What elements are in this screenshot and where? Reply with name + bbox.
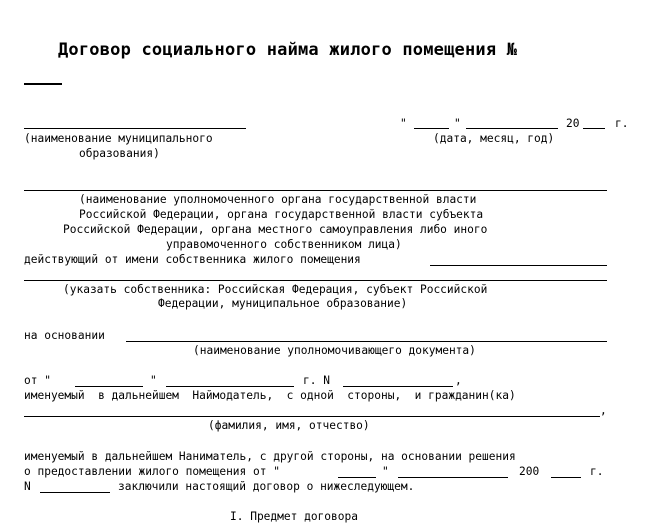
decision-number-line bbox=[40, 492, 110, 493]
quote-open: " bbox=[400, 117, 407, 130]
year-line bbox=[583, 128, 605, 129]
document-title: Договор социального найма жилого помещения № bbox=[58, 40, 518, 60]
year-suffix: г. bbox=[615, 117, 629, 130]
tenant-line-2c: 200 bbox=[519, 465, 540, 478]
basis-year-no: г. N bbox=[303, 374, 330, 387]
day-line bbox=[414, 128, 449, 129]
authority-caption-4: управомоченного собственником лица) bbox=[166, 238, 402, 251]
basis-comma: , bbox=[455, 374, 462, 387]
basis-line bbox=[126, 341, 607, 342]
tenant-line-3b: заключили настоящий договор о нижеследующем. bbox=[118, 480, 415, 493]
person-line bbox=[24, 416, 600, 417]
owner-line-inline bbox=[430, 265, 607, 266]
tenant-line-2b: " bbox=[382, 465, 389, 478]
month-line bbox=[466, 128, 558, 129]
municipality-caption-2: образования) bbox=[79, 147, 160, 160]
basis-caption: (наименование уполномочивающего документа) bbox=[193, 344, 476, 357]
tenant-line-2a: о предоставлении жилого помещения от " bbox=[24, 465, 280, 478]
authority-caption-1: (наименование уполномоченного органа государственной власти bbox=[79, 193, 477, 206]
basis-day-line bbox=[75, 386, 143, 387]
decision-day-line bbox=[338, 477, 376, 478]
municipality-caption-1: (наименование муниципального bbox=[24, 132, 213, 145]
basis-number-line bbox=[343, 386, 453, 387]
owner-line bbox=[24, 280, 607, 281]
basis-quote: " bbox=[150, 374, 157, 387]
landlord-line: именуемый в дальнейшем Наймодатель, с одной стороны, и гражданин(ка) bbox=[24, 389, 516, 402]
person-comma: , bbox=[600, 404, 607, 417]
tenant-line-1: именуемый в дальнейшем Наниматель, с другой стороны, на основании решения bbox=[24, 450, 516, 463]
basis-month-line bbox=[166, 386, 294, 387]
authority-line bbox=[24, 190, 607, 191]
authority-caption-2: Российской Федерации, органа государственной власти субъекта bbox=[79, 208, 484, 221]
municipality-line bbox=[24, 128, 246, 129]
person-caption: (фамилия, имя, отчество) bbox=[208, 419, 370, 432]
date-caption: (дата, месяц, год) bbox=[433, 132, 555, 145]
from-label: от " bbox=[24, 374, 51, 387]
owner-caption-2: Федерации, муниципальное образование) bbox=[158, 297, 408, 310]
decision-month-line bbox=[398, 477, 508, 478]
contract-number-line bbox=[24, 83, 62, 85]
tenant-line-3a: N bbox=[24, 480, 31, 493]
acting-label: действующий от имени собственника жилого помещения bbox=[24, 253, 361, 266]
quote-close: " bbox=[454, 117, 461, 130]
owner-caption-1: (указать собственника: Российская Федерация, субъект Российской bbox=[63, 283, 488, 296]
decision-year-line bbox=[551, 477, 581, 478]
year-prefix: 20 bbox=[566, 117, 580, 130]
section-title: I. Предмет договора bbox=[230, 510, 358, 523]
tenant-line-2d: г. bbox=[590, 465, 604, 478]
authority-caption-3: Российской Федерации, органа местного самоуправления либо иного bbox=[63, 223, 488, 236]
basis-label: на основании bbox=[24, 329, 105, 342]
